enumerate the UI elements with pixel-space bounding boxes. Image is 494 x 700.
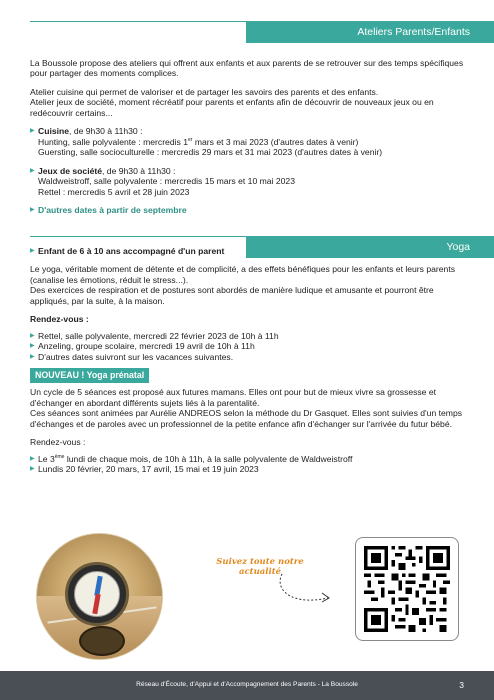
ateliers-content	[30, 58, 470, 216]
triangle-right-icon: ▶	[30, 332, 35, 339]
triangle-right-icon: ▶	[30, 248, 35, 254]
page-footer	[0, 671, 494, 700]
prenatal-description-1: Un cycle de 5 séances est proposé aux futures mamans. Elles ont pour but de mieux vivre sa grossesse et d'échanger en abordant différents sujets liés à la parentalité.	[30, 387, 437, 408]
list-item: ▶ Le 3ème lundi de chaque mois, de 10h à 11h, à la salle polyvalente de Waldweistroff	[30, 453, 353, 464]
yoga-description-2: Des exercices de respiration et de postures sont abordés de manière ludique et amusante et pourront être appliqués, par la suite, à la maison.	[30, 285, 434, 306]
cuisine-label: Cuisine	[38, 126, 70, 137]
section-title: Ateliers Parents/Enfants	[357, 25, 470, 38]
jeux-waldweistroff: Waldweistroff, salle polyvalente : mercredis 15 mars et 10 mai 2023	[38, 176, 295, 187]
list-item: ▶ D'autres dates suivront sur les vacances suivantes.	[30, 351, 234, 362]
dashed-curved-arrow-icon	[270, 568, 340, 610]
new-badge: NOUVEAU ! Yoga prénatal	[30, 368, 149, 383]
follow-news-text: Suivez toute notre actualité	[216, 557, 304, 578]
prenatal-description-2: Ces séances sont animées par Aurélie ANDREOS selon la méthode du Dr Gasquet. Elles sont suivies d'un temps d'échanges et de paroles avec un professionnel de la petite enfance afin d'échanger sur l'arrivée du futur bébé.	[30, 408, 463, 429]
triangle-right-icon: ▶	[30, 343, 35, 350]
cuisine-description: Atelier cuisine qui permet de valoriser et de partager les savoirs des parents et des enfants.	[30, 86, 379, 97]
page-number: 3	[459, 680, 464, 691]
list-item: ▶ Anzeling, groupe scolaire, mercredi 19 avril de 10h à 11h	[30, 341, 255, 352]
prenatal-rdv-heading: Rendez-vous :	[30, 437, 86, 448]
yoga-age: Enfant de 6 à 10 ans accompagné d'un parent	[38, 246, 225, 256]
jeux-time: , de 9h30 à 11h30 :	[102, 165, 176, 176]
compass-icon	[65, 562, 129, 626]
list-item-age	[30, 246, 470, 256]
qr-code[interactable]	[355, 537, 459, 641]
section-title: Yoga	[446, 240, 470, 253]
list-item-more-dates	[30, 205, 470, 215]
yoga-content	[30, 246, 470, 474]
list-item-jeux	[30, 166, 470, 176]
jeux-rettel: Rettel : mercredis 5 avril et 28 juin 2023	[38, 186, 190, 197]
ateliers-intro: La Boussole propose des ateliers qui offrent aux enfants et aux parents de se retrouver sur des temps spécifiques pour partager des moments complices.	[30, 58, 464, 79]
triangle-right-icon: ▶	[30, 465, 35, 472]
qr-code-icon	[364, 546, 450, 632]
list-item: ▶ Rettel, salle polyvalente, mercredi 22 février 2023 de 10h à 11h	[30, 330, 279, 341]
cuisine-time: , de 9h30 à 11h30 :	[69, 126, 143, 137]
cuisine-hunting: Hunting, salle polyvalente : mercredis 1er mars et 3 mai 2023 (d'autres dates à venir)	[38, 136, 359, 147]
section-divider	[30, 21, 246, 43]
footer-text: Réseau d'Écoute, d'Appui et d'Accompagnement des Parents - La Boussole	[136, 681, 358, 689]
section-header-ateliers	[246, 21, 494, 43]
list-item-cuisine	[30, 126, 470, 136]
compass-photo	[36, 533, 163, 660]
yoga-description-1: Le yoga, véritable moment de détente et de complicité, a des effets bénéfiques pour les enfants et leurs parents (canalise les émotions, réduit le stress...).	[30, 264, 456, 285]
yoga-rdv-heading: Rendez-vous :	[30, 314, 89, 325]
cuisine-guersting: Guersting, salle socioculturelle : mercredis 29 mars et 31 mai 2023 (d'autres dates à venir)	[38, 147, 383, 158]
triangle-right-icon: ▶	[30, 128, 35, 135]
triangle-right-icon: ▶	[30, 455, 35, 462]
jeux-label: Jeux de société	[38, 165, 103, 176]
jeux-description: Atelier jeux de société, moment récréatif pour parents et enfants afin de découvrir de nouveaux jeux ou en redécouvrir certains...	[30, 97, 434, 118]
list-item: ▶ Lundis 20 février, 20 mars, 17 avril, 15 mai et 19 juin 2023	[30, 463, 259, 474]
triangle-right-icon: ▶	[30, 167, 35, 174]
more-dates-text: D'autres dates à partir de septembre	[38, 205, 187, 216]
triangle-right-icon: ▶	[30, 207, 35, 214]
triangle-right-icon: ▶	[30, 353, 35, 360]
